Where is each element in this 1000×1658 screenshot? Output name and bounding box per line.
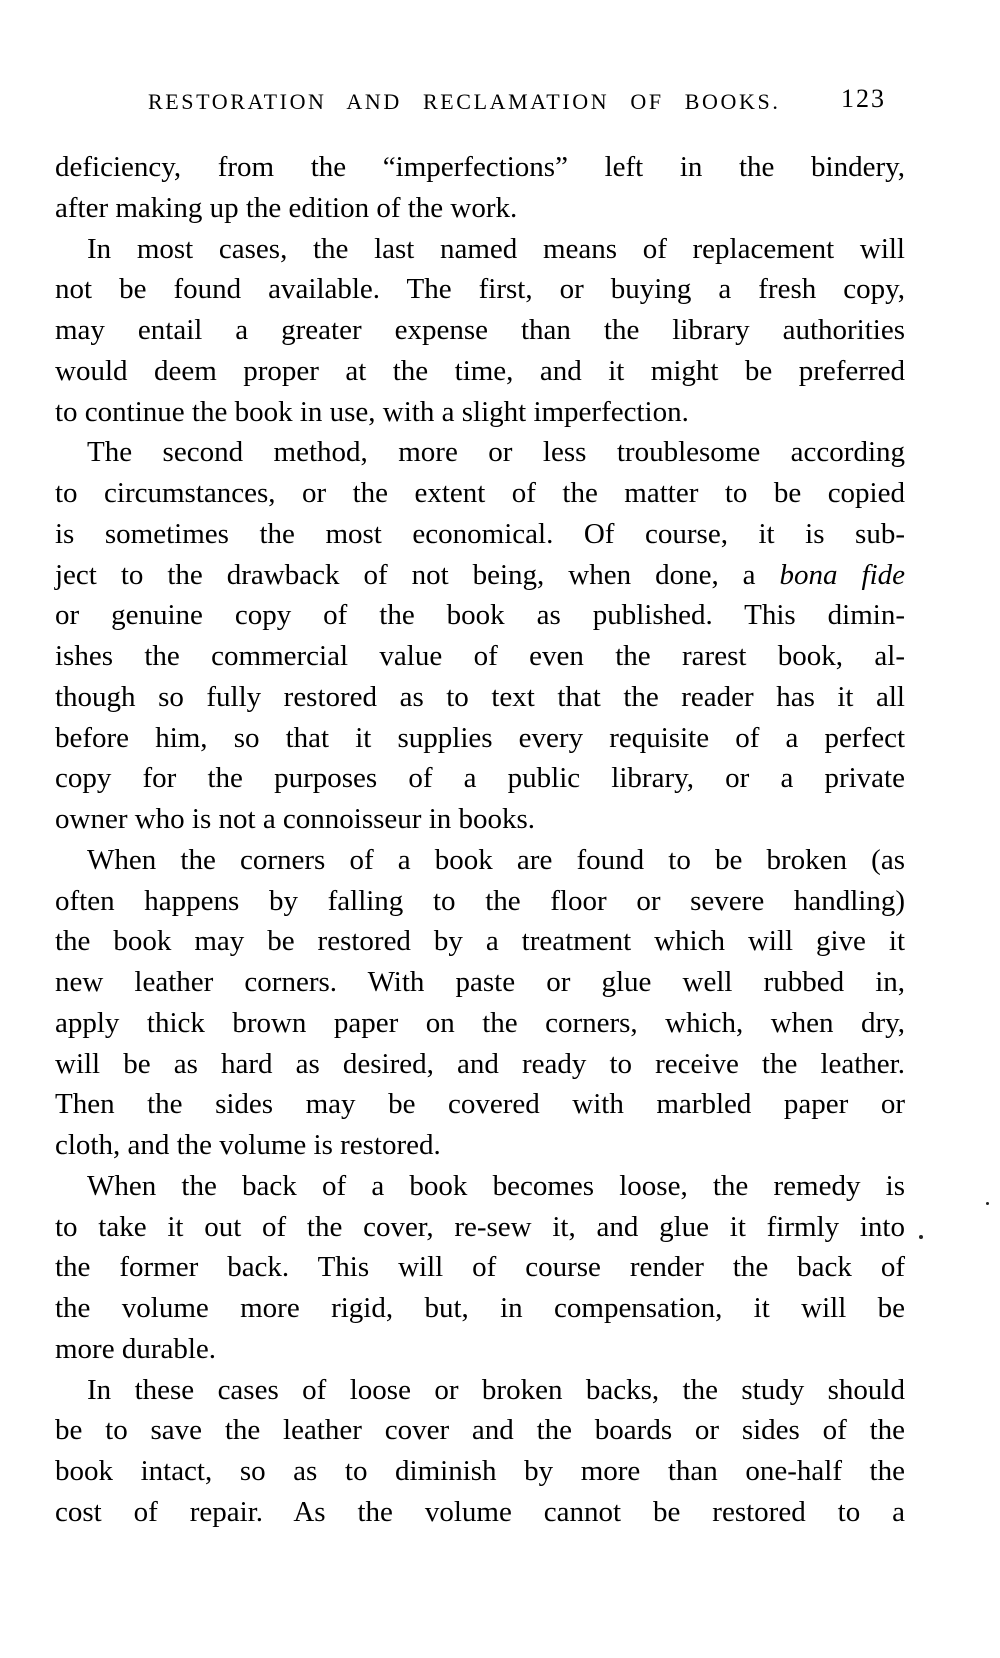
text-line (55, 1084, 905, 1125)
text-line (55, 1410, 905, 1451)
text-segment: would deem proper at the time, and it might be preferred (55, 354, 905, 387)
text-segment: new leather corners. With paste or glue well rubbed in, (55, 966, 905, 998)
text-line (55, 229, 905, 270)
text-segment: copy for the purposes of a public library, or a private (55, 762, 905, 795)
text-segment: the former back. This will of course render the back of (55, 1251, 905, 1284)
text-segment: more durable. (55, 1332, 217, 1365)
text-segment: to take it out of the cover, re-sew it, and glue it firmly into (55, 1210, 905, 1243)
text-segment: deficiency, from the “imperfections” left in the bindery, (55, 151, 905, 183)
running-title: RESTORATION AND RECLAMATION OF BOOKS. (148, 89, 781, 114)
text-line (55, 758, 905, 799)
text-line (55, 1288, 905, 1329)
text-segment: not be found available. The first, or buying a fresh copy, (55, 273, 905, 306)
text-line (55, 1044, 905, 1085)
text-line (55, 595, 905, 636)
scan-speck (986, 1202, 989, 1205)
text-line (55, 799, 905, 840)
text-line (55, 840, 905, 881)
italic-phrase: bona fide (779, 558, 905, 591)
text-segment: or genuine copy of the book as published. This dimin- (55, 599, 905, 632)
text-line (55, 962, 905, 1003)
page-number: 123 (841, 84, 886, 113)
text-line (55, 473, 905, 514)
text-line (55, 310, 905, 351)
text-segment: often happens by falling to the floor or severe handling) (55, 884, 905, 917)
text-line (55, 514, 905, 555)
text-line (55, 269, 905, 310)
text-line (55, 392, 905, 433)
text-segment: though so fully restored as to text that the reader has it all (55, 680, 905, 713)
text-line (55, 1329, 905, 1370)
text-segment: before him, so that it supplies every requisite of a perfect (55, 721, 905, 754)
text-line (55, 921, 905, 962)
text-line (55, 1492, 905, 1533)
text-line (55, 188, 905, 229)
text-segment: be to save the leather cover and the boards or sides of the (55, 1414, 905, 1447)
text-segment: In most cases, the last named means of replacement will (87, 232, 905, 265)
text-segment: is sometimes the most economical. Of course, it is sub- (55, 517, 905, 550)
text-segment: cost of repair. As the volume cannot be restored to a (55, 1495, 905, 1528)
text-line (55, 1451, 905, 1492)
text-segment: The second method, more or less troublesome according (87, 436, 905, 469)
text-segment: apply thick brown paper on the corners, which, when dry, (55, 1006, 905, 1039)
text-segment: to continue the book in use, with a slight imperfection. (55, 395, 689, 428)
text-segment: will be as hard as desired, and ready to receive the leather. (55, 1047, 905, 1080)
text-line (55, 1247, 905, 1288)
text-segment: ishes the commercial value of even the rarest book, al- (55, 640, 905, 672)
text-segment: When the back of a book becomes loose, the remedy is (87, 1169, 905, 1202)
scan-speck (919, 1235, 923, 1239)
text-line (55, 881, 905, 922)
text-line (55, 636, 905, 677)
text-line (55, 432, 905, 473)
text-line (55, 677, 905, 718)
text-segment: ject to the drawback of not being, when done, a (55, 558, 780, 591)
text-segment: may entail a greater expense than the library authorities (55, 314, 905, 346)
text-segment: Then the sides may be covered with marbled paper or (55, 1088, 905, 1121)
text-segment: the book may be restored by a treatment which will give it (55, 925, 905, 958)
text-segment: to circumstances, or the extent of the matter to be copied (55, 477, 905, 509)
text-line (55, 1207, 905, 1248)
text-line (55, 147, 905, 188)
text-segment: owner who is not a connoisseur in books. (55, 803, 536, 835)
text-segment: When the corners of a book are found to be broken (as (87, 843, 905, 876)
body-text-column (55, 147, 905, 1533)
text-line (55, 1166, 905, 1207)
text-line (55, 1370, 905, 1411)
text-line (55, 555, 905, 596)
text-segment: cloth, and the volume is restored. (55, 1129, 441, 1161)
text-line (55, 351, 905, 392)
text-segment: the volume more rigid, but, in compensation, it will be (55, 1292, 905, 1324)
text-segment: after making up the edition of the work. (55, 191, 518, 224)
text-line (55, 718, 905, 759)
text-line (55, 1125, 905, 1166)
text-segment: In these cases of loose or broken backs, the study should (87, 1373, 905, 1406)
text-segment: book intact, so as to diminish by more than one-half the (55, 1455, 905, 1487)
text-line (55, 1003, 905, 1044)
